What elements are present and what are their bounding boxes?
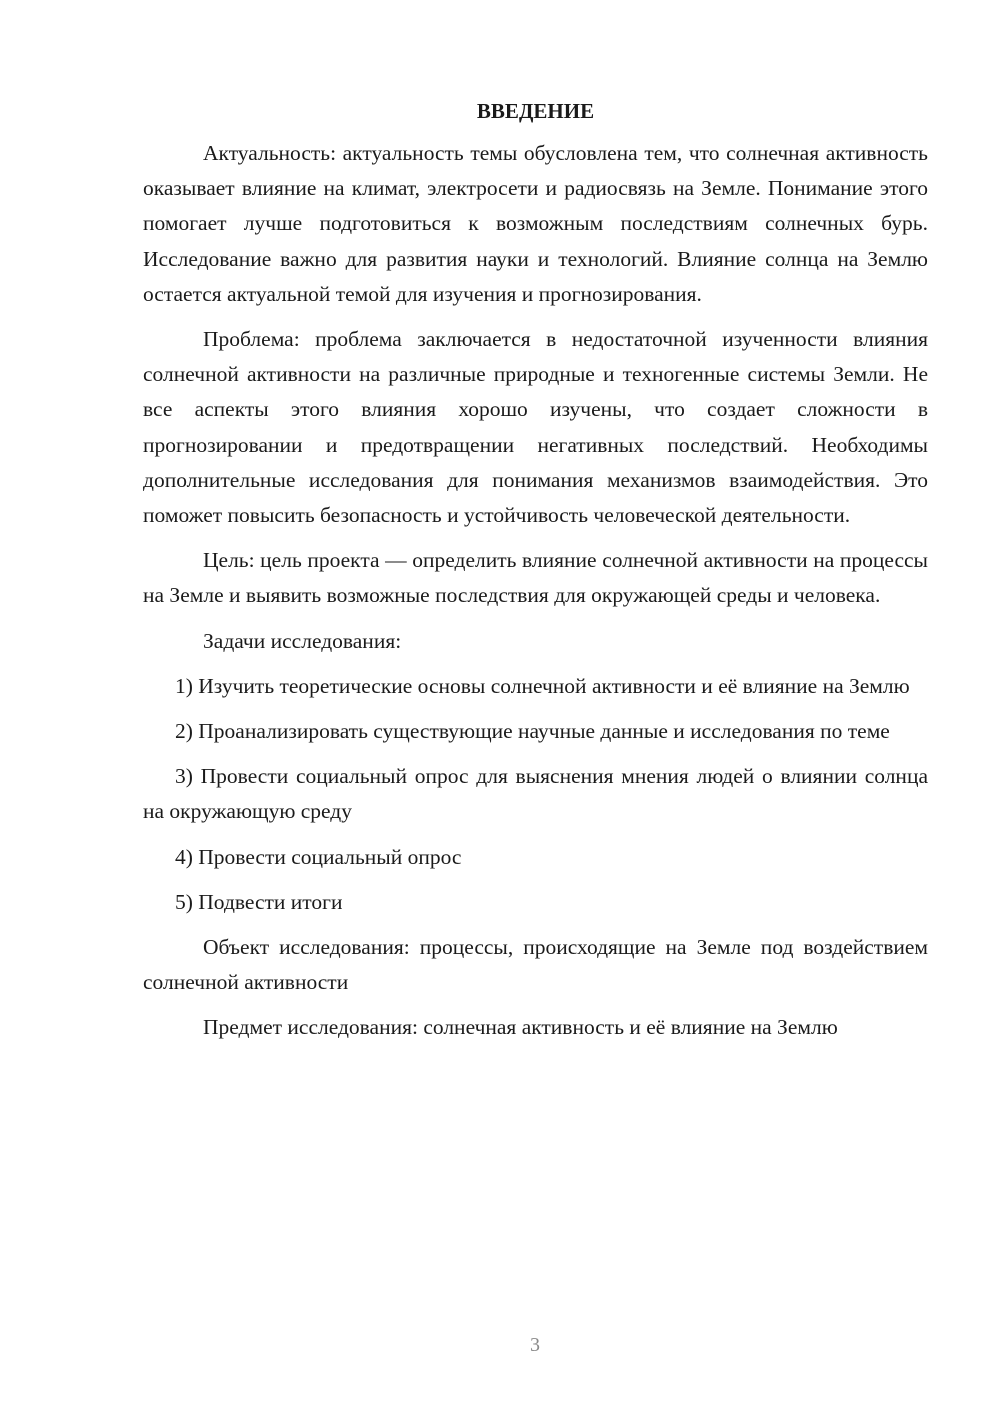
task-item-1: 1) Изучить теоретические основы солнечной активности и её влияние на Землю: [175, 673, 910, 698]
page-number: 3: [530, 1334, 540, 1356]
paragraph-goal: Цель: цель проекта — определить влияние солнечной активности на процессы на Земле и выявить возможные последствия для окружающей среды и человека.: [143, 548, 928, 608]
section-heading: ВВЕДЕНИЕ: [476, 99, 595, 123]
paragraph-relevance: Актуальность: актуальность темы обусловлена тем, что солнечная активность оказывает влияние на климат, электросети и радиосвязь на Земле. Понимание этого помогает лучше подготовиться к возможным последствиям солнечных бурь. Исследование важно для развития науки и технологий. Влияние солнца на Землю остается актуальной темой для изучения и прогнозирования.: [143, 141, 928, 306]
task-item-3: 3) Провести социальный опрос для выяснения мнения людей о влиянии солнца на окружающую среду: [143, 764, 928, 824]
task-item-2: 2) Проанализировать существующие научные данные и исследования по теме: [175, 719, 890, 744]
paragraph-problem: Проблема: проблема заключается в недостаточной изученности влияния солнечной активности на различные природные и техногенные системы Земли. Не все аспекты этого влияния хорошо изучены, что создает сложности в прогнозировании и предотвращении негативных последствий. Необходимы дополнительные исследования для понимания механизмов взаимодействия. Это поможет повысить безопасность и устойчивость человеческой деятельности.: [143, 327, 928, 528]
task-item-5: 5) Подвести итоги: [175, 889, 343, 914]
task-item-4: 4) Провести социальный опрос: [175, 844, 462, 869]
page-content: [143, 96, 928, 1056]
tasks-title: Задачи исследования:: [203, 628, 402, 653]
paragraph-object: Объект исследования: процессы, происходящие на Земле под воздействием солнечной активности: [143, 935, 928, 995]
paragraph-subject: Предмет исследования: солнечная активность и её влияние на Землю: [203, 1015, 838, 1040]
